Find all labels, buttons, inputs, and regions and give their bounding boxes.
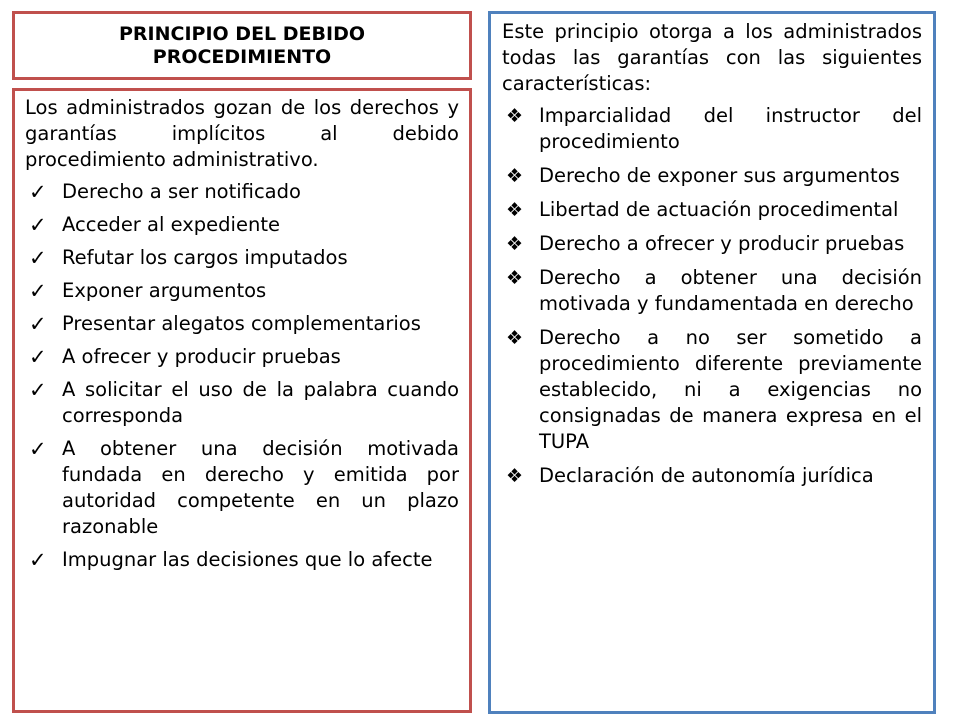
list-item [502,197,922,223]
four-diamond-icon: ❖ [506,233,522,255]
list-item [502,163,922,189]
list-item [25,179,459,205]
title-line-1: PRINCIPIO DEL DEBIDO [119,22,365,45]
page-title [119,23,365,69]
list-item-text: A ofrecer y producir pruebas [62,345,341,368]
guarantees-panel [488,11,936,714]
list-item [502,231,922,257]
list-item-text: Impugnar las decisiones que lo afecte [62,548,433,571]
four-diamond-icon: ❖ [506,105,522,127]
four-diamond-icon: ❖ [506,165,522,187]
list-item-text: Libertad de actuación procedimental [539,198,899,221]
four-diamond-icon: ❖ [506,267,522,289]
list-item-text: Imparcialidad del instructor del procedimiento [539,104,922,153]
four-diamond-icon: ❖ [506,199,522,221]
list-item-text: Derecho de exponer sus argumentos [539,164,900,187]
list-item [502,325,922,455]
list-item-text: Acceder al expediente [62,213,280,236]
check-mark-icon: ✓ [29,437,47,461]
list-item-text: A obtener una decisión motivada fundada en derecho y emitida por autoridad competente en un plazo razonable [62,437,459,538]
four-diamond-icon: ❖ [506,327,522,349]
list-item-text: Derecho a ofrecer y producir pruebas [539,232,905,255]
list-item [25,212,459,238]
list-item-text: Refutar los cargos imputados [62,246,348,269]
check-mark-icon: ✓ [29,279,47,303]
check-mark-icon: ✓ [29,345,47,369]
rights-list [25,179,459,573]
list-item-text: Derecho a no ser sometido a procedimiento diferente previamente establecido, ni a exigencias no consignadas de manera expresa en el TUPA [539,326,922,453]
list-item [25,547,459,573]
list-item [25,278,459,304]
list-item [25,344,459,370]
guarantees-list [502,103,922,489]
list-item-text: Exponer argumentos [62,279,267,302]
list-item [25,245,459,271]
list-item-text: Derecho a ser notificado [62,180,301,203]
list-item [502,463,922,489]
list-item-text: Declaración de autonomía jurídica [539,464,874,487]
check-mark-icon: ✓ [29,378,47,402]
rights-panel [12,88,472,713]
guarantees-intro: Este principio otorga a los administrados todas las garantías con las siguientes características: [502,20,922,95]
check-mark-icon: ✓ [29,312,47,336]
check-mark-icon: ✓ [29,246,47,270]
four-diamond-icon: ❖ [506,465,522,487]
check-mark-icon: ✓ [29,213,47,237]
rights-intro: Los administrados gozan de los derechos y garantías implícitos al debido procedimiento administrativo. [25,96,459,171]
list-item [25,311,459,337]
list-item [25,377,459,429]
list-item [502,103,922,155]
list-item-text: Presentar alegatos complementarios [62,312,421,335]
list-item-text: A solicitar el uso de la palabra cuando corresponda [62,378,459,427]
title-line-2: PROCEDIMIENTO [152,45,332,68]
check-mark-icon: ✓ [29,180,47,204]
list-item-text: Derecho a obtener una decisión motivada y fundamentada en derecho [539,266,922,315]
title-box [12,11,472,80]
list-item [25,436,459,540]
list-item [502,265,922,317]
check-mark-icon: ✓ [29,548,47,572]
